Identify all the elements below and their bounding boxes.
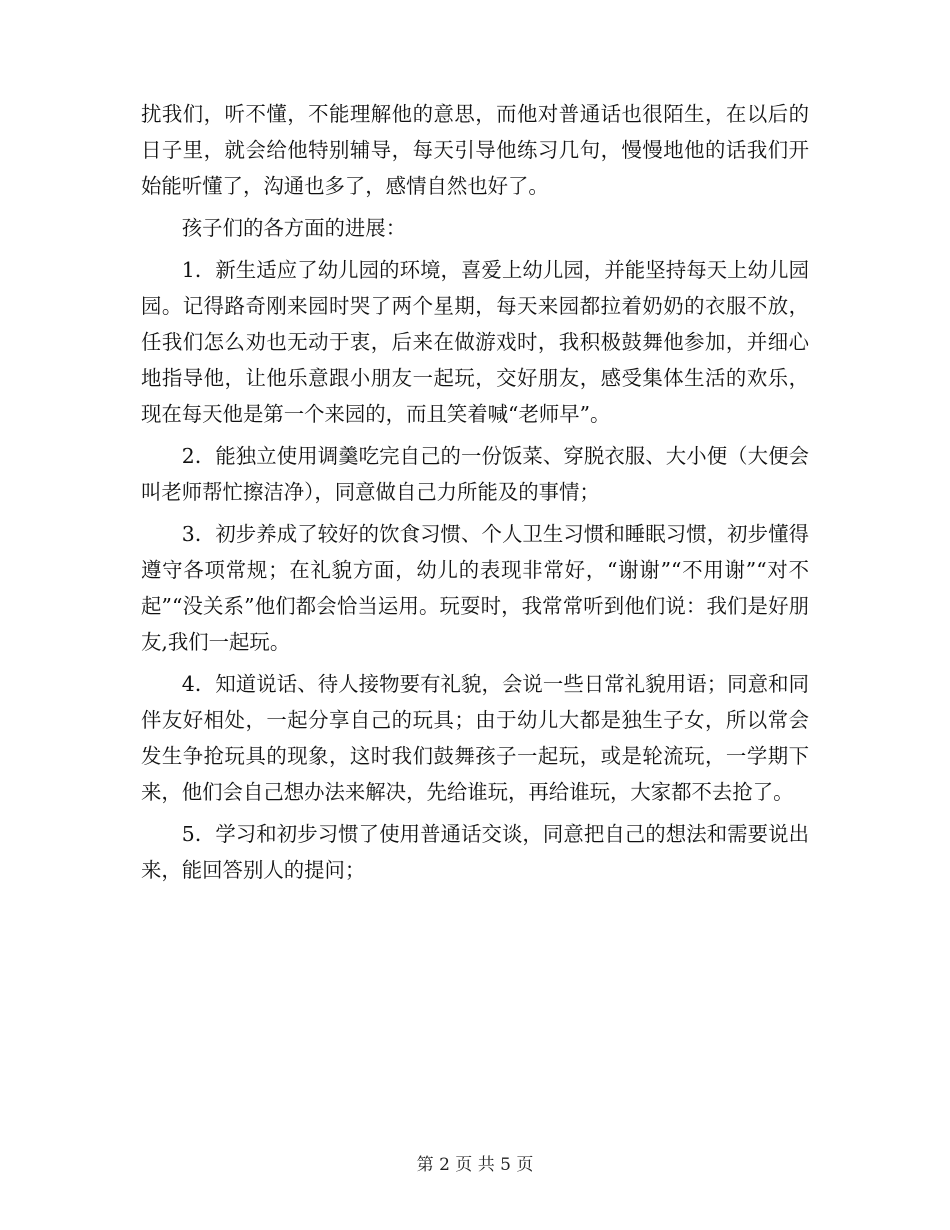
page-number-footer: 第 2 页 共 5 页 bbox=[416, 1155, 534, 1175]
paragraph-item-5: 5．学习和初步习惯了使用普通话交谈，同意把自己的想法和需要说出来，能回答别人的提问； bbox=[141, 822, 809, 882]
document-body bbox=[141, 96, 809, 888]
paragraph-progress-heading: 孩子们的各方面的进展： bbox=[181, 216, 407, 240]
paragraph-item-1: 1．新生适应了幼儿园的环境，喜爱上幼儿园，并能坚持每天上幼儿园园。记得路奇刚来园时哭了两个星期，每天来园都拉着奶奶的衣服不放，任我们怎么劝也无动于衷，后来在做游戏时，我积极鼓舞他参加，并细心地指导他，让他乐意跟小朋友一起玩，交好朋友，感受集体生活的欢乐，现在每天他是第一个来园的，而且笑着喊“老师早”。 bbox=[141, 258, 809, 426]
paragraph-item-3: 3．初步养成了较好的饮食习惯、个人卫生习惯和睡眠习惯，初步懂得遵守各项常规；在礼貌方面，幼儿的表现非常好，“谢谢”“不用谢”“对不起”“没关系”他们都会恰当运用。玩耍时，我常常听到他们说：我们是好朋友,我们一起玩。 bbox=[141, 522, 809, 654]
paragraph-continuation: 扰我们，听不懂，不能理解他的意思，而他对普通话也很陌生，在以后的日子里，就会给他特别辅导，每天引导他练习几句，慢慢地他的话我们开始能听懂了，沟通也多了，感情自然也好了。 bbox=[141, 102, 809, 198]
paragraph-item-4: 4．知道说话、待人接物要有礼貌，会说一些日常礼貌用语；同意和同伴友好相处，一起分享自己的玩具；由于幼儿大都是独生子女，所以常会发生争抢玩具的现象，这时我们鼓舞孩子一起玩，或是轮流玩，一学期下来，他们会自己想办法来解决，先给谁玩，再给谁玩，大家都不去抢了。 bbox=[141, 672, 809, 804]
paragraph-item-2: 2．能独立使用调羹吃完自己的一份饭菜、穿脱衣服、大小便（大便会叫老师帮忙擦洁净），同意做自己力所能及的事情； bbox=[141, 444, 809, 504]
